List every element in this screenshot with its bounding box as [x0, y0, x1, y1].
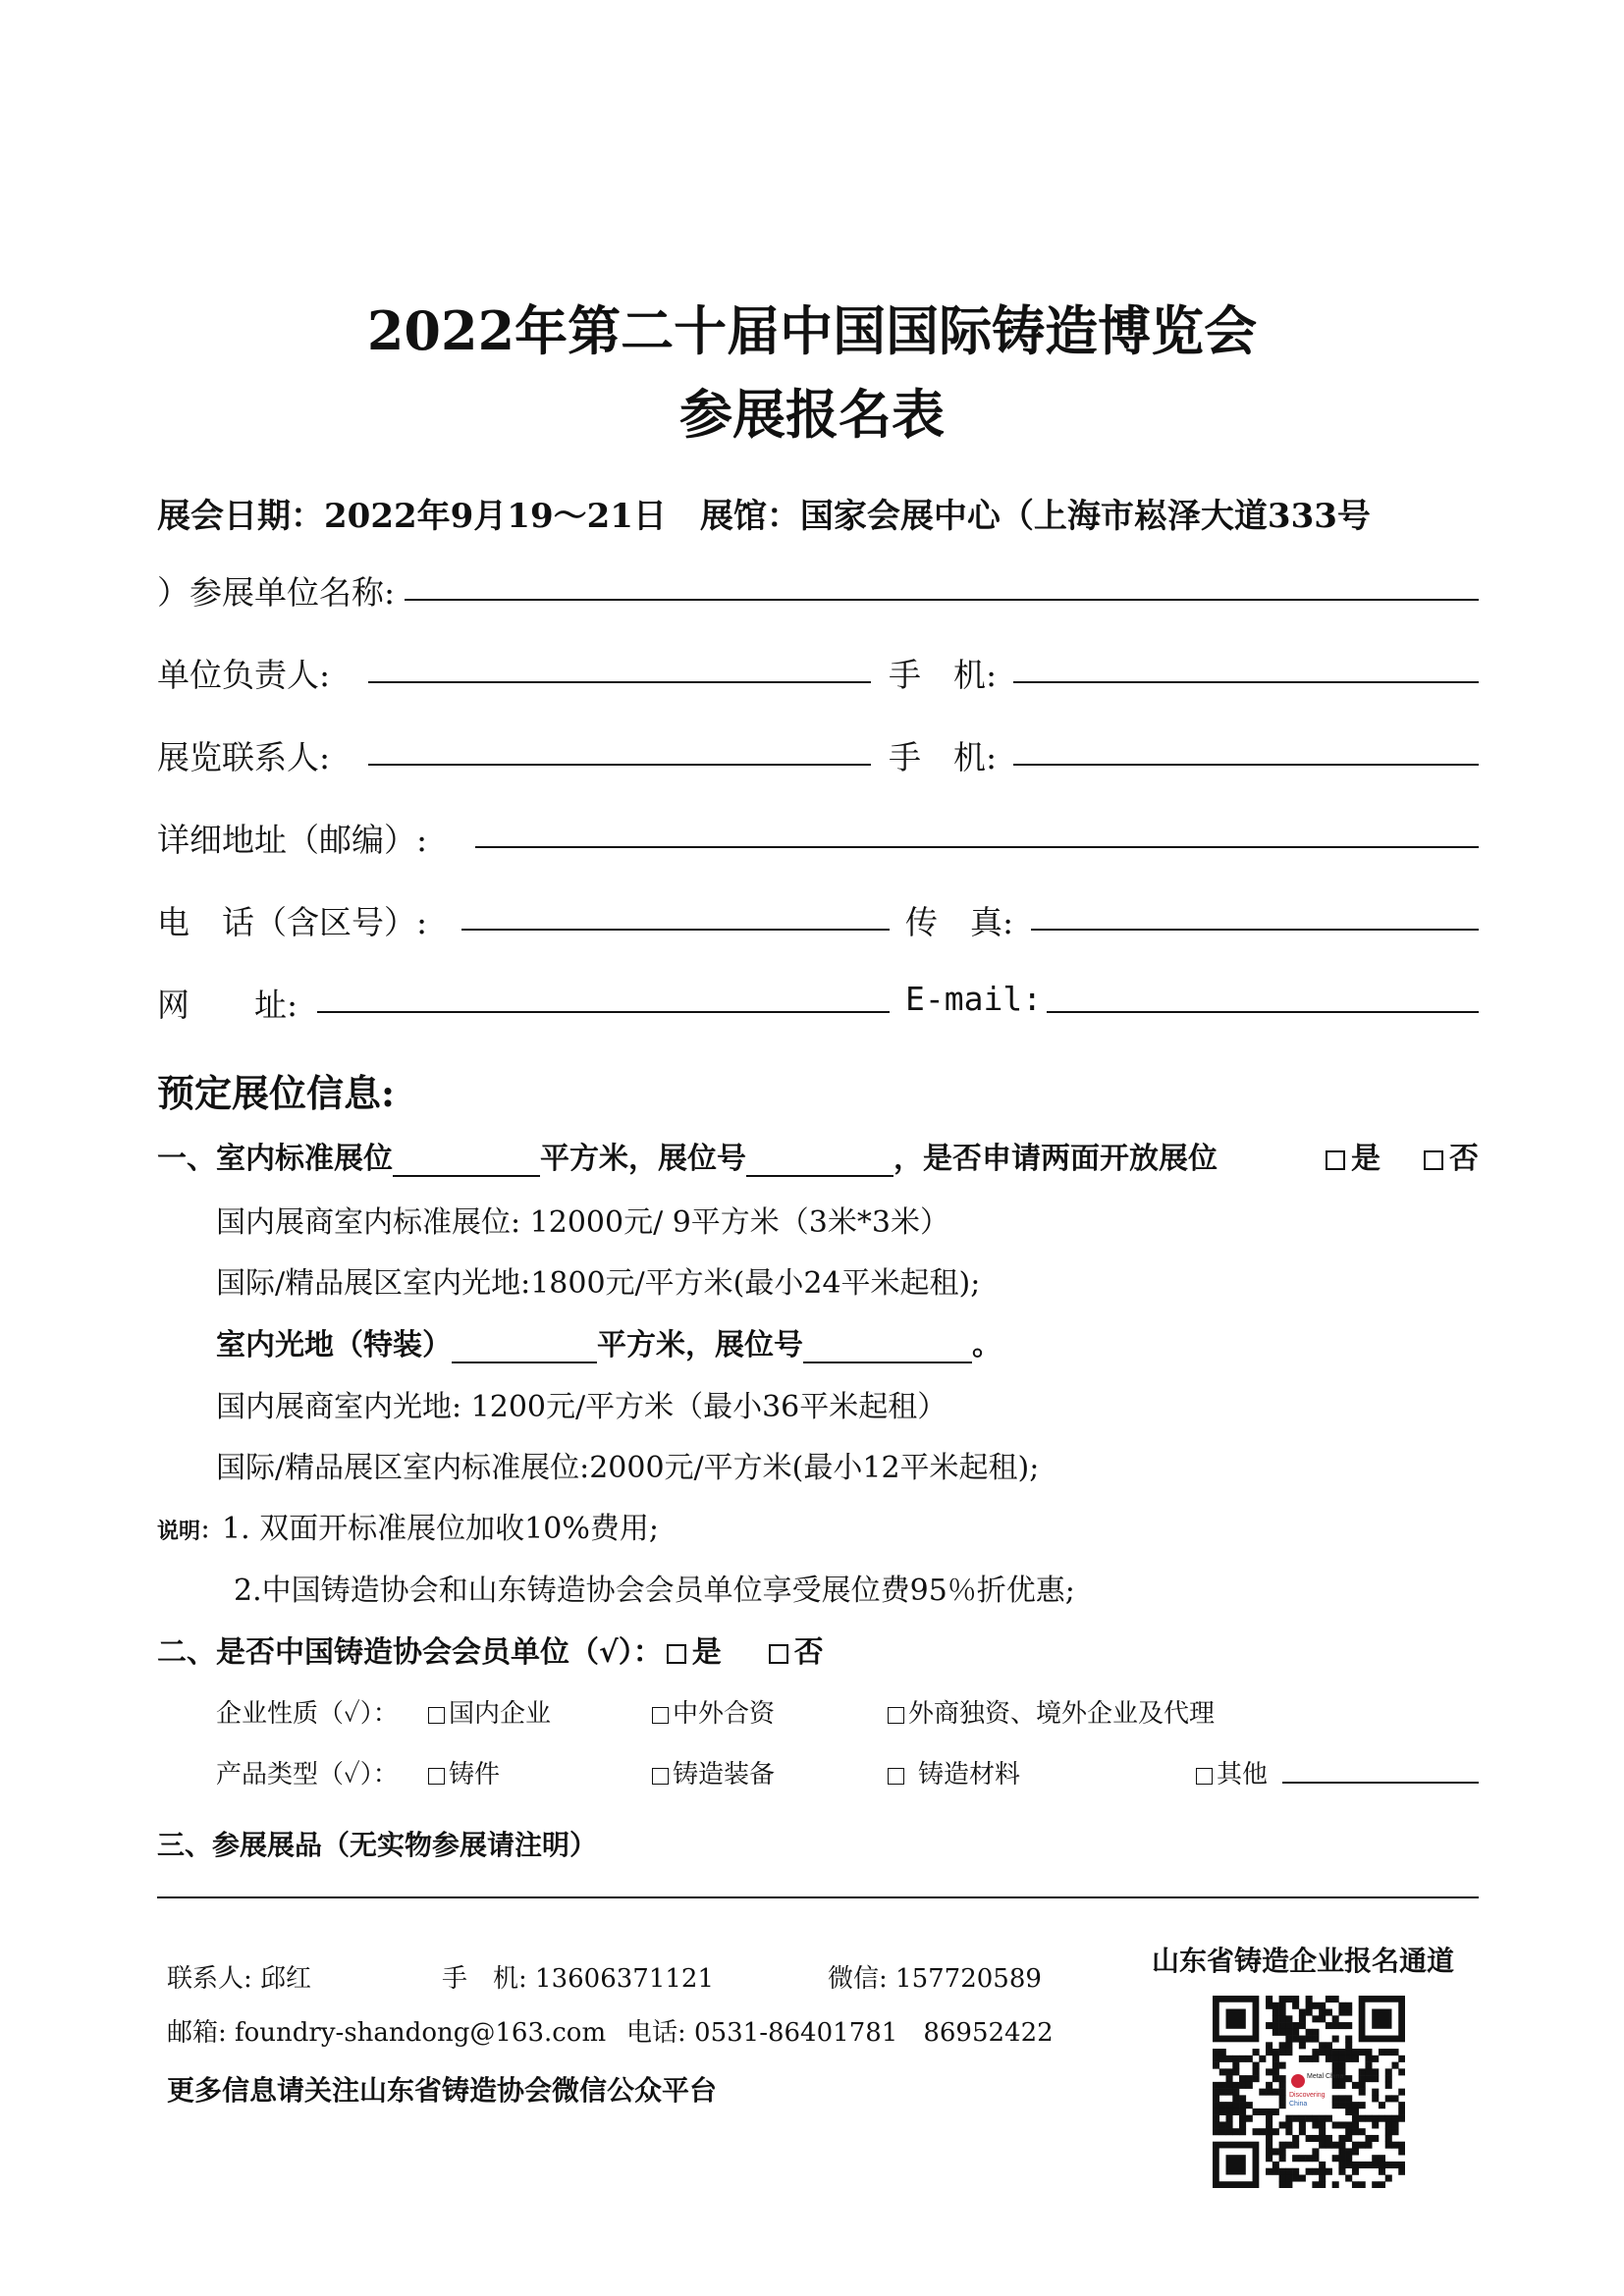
- qr-code: [1213, 1996, 1405, 2188]
- address-label: 详细地址（邮编）:: [157, 821, 428, 859]
- checkbox-icon[interactable]: [888, 1768, 904, 1785]
- price-intl-standard: 国际/精品展区室内标准展位:2000元/平方米(最小12平米起租);: [216, 1451, 1040, 1485]
- standard-booth-area-field[interactable]: [393, 1148, 540, 1177]
- company-nature-label: 企业性质（✓）：: [216, 1699, 399, 1729]
- checkbox-icon[interactable]: [652, 1707, 669, 1724]
- responsible-field[interactable]: [368, 681, 871, 683]
- form-subtitle: 参展报名表: [679, 383, 945, 446]
- nature-option-foreign[interactable]: 外商独资、境外企业及代理: [888, 1693, 1215, 1730]
- standard-booth-number-field[interactable]: [746, 1148, 893, 1177]
- responsible-mobile-field[interactable]: [1013, 681, 1479, 683]
- product-type-label: 产品类型（✓）：: [216, 1760, 399, 1789]
- price-domestic-standard: 国内展商室内标准展位: 12000元/ 9平方米（3米*3米）: [216, 1205, 949, 1240]
- qr-caption: 山东省铸造企业报名通道: [1152, 1945, 1455, 1977]
- open-sides-yes[interactable]: 是: [1326, 1134, 1380, 1177]
- website-label: 网 址:: [157, 986, 298, 1024]
- standard-booth-number-label: 平方米，展位号: [540, 1142, 746, 1176]
- contact-field[interactable]: [368, 764, 871, 766]
- open-sides-no[interactable]: 否: [1424, 1134, 1479, 1177]
- fax-label: 传 真:: [905, 903, 1014, 941]
- form-title: 2022年第二十届中国国际铸造博览会: [366, 299, 1258, 362]
- responsible-mobile-label: 手 机:: [889, 656, 998, 694]
- type-option-castings[interactable]: 铸件: [428, 1754, 500, 1790]
- raw-space-label: 室内光地（特装）: [216, 1328, 452, 1362]
- address-field[interactable]: [475, 846, 1479, 848]
- contact-label: 展览联系人:: [157, 738, 331, 776]
- checkbox-icon[interactable]: [652, 1768, 669, 1785]
- exhibits-section: 三、参展展品（无实物参展请注明）: [157, 1829, 598, 1861]
- exhibits-field[interactable]: [157, 1896, 1479, 1898]
- member-question-row: [157, 1628, 824, 1671]
- raw-space-number-field[interactable]: [803, 1334, 972, 1363]
- company-name-field[interactable]: [405, 599, 1479, 601]
- checkbox-icon[interactable]: [1196, 1768, 1213, 1785]
- member-yes: 是: [691, 1635, 722, 1670]
- standard-booth-row: [157, 1134, 1218, 1177]
- footer-wechat: 微信: 157720589: [828, 1964, 1042, 1994]
- nature-option-domestic[interactable]: 国内企业: [428, 1693, 551, 1730]
- raw-space-area-field[interactable]: [452, 1334, 597, 1363]
- website-field[interactable]: [317, 1011, 890, 1013]
- checkbox-icon[interactable]: [1326, 1150, 1345, 1170]
- price-domestic-raw-space: 国内展商室内光地: 1200元/平方米（最小36平米起租）: [216, 1390, 947, 1424]
- footer-follow: 更多信息请关注山东省铸造协会微信公众平台: [167, 2074, 718, 2107]
- raw-space-row: 室内光地（特装） 平方米，展位号 。: [216, 1328, 1001, 1362]
- company-name-label: ）参展单位名称:: [157, 573, 396, 612]
- checkbox-icon[interactable]: [769, 1644, 788, 1664]
- contact-mobile-label: 手 机:: [889, 738, 998, 776]
- type-other-field[interactable]: [1282, 1782, 1479, 1784]
- fax-field[interactable]: [1031, 929, 1479, 931]
- type-option-materials[interactable]: 铸造材料: [888, 1754, 1020, 1790]
- checkbox-icon[interactable]: [667, 1644, 686, 1664]
- type-option-equipment[interactable]: 铸造装备: [652, 1754, 775, 1790]
- email-field[interactable]: [1047, 1011, 1479, 1013]
- notes-label: 说明：: [157, 1519, 223, 1544]
- qr-center-logo: Metal China Discovering China: [1287, 2070, 1330, 2113]
- checkbox-icon[interactable]: [888, 1707, 904, 1724]
- phone-label: 电 话（含区号）:: [157, 903, 428, 941]
- note-1: 1. 双面开标准展位加收10%费用;: [222, 1512, 659, 1546]
- checkbox-icon[interactable]: [428, 1707, 445, 1724]
- footer-mobile: 手 机: 13606371121: [442, 1964, 714, 1994]
- checkbox-icon[interactable]: [1424, 1150, 1443, 1170]
- footer-email: 邮箱: foundry-shandong@163.com: [167, 2018, 607, 2048]
- standard-booth-label: 一、室内标准展位: [157, 1142, 393, 1176]
- raw-space-number-label: 平方米，展位号: [597, 1328, 803, 1362]
- email-label: E-mail:: [905, 980, 1043, 1018]
- member-no: 否: [793, 1635, 824, 1670]
- note-2: 2.中国铸造协会和山东铸造协会会员单位享受展位费95％折优惠;: [234, 1574, 1075, 1608]
- phone-field[interactable]: [461, 929, 890, 931]
- booth-info-heading: 预定展位信息:: [157, 1071, 396, 1115]
- checkbox-icon[interactable]: [428, 1768, 445, 1785]
- footer-contact: 联系人: 邱红: [167, 1964, 312, 1994]
- logo-icon: [1291, 2074, 1305, 2088]
- nature-option-joint-venture[interactable]: 中外合资: [652, 1693, 775, 1730]
- member-question: 二、是否中国铸造协会会员单位（√）：: [157, 1635, 663, 1670]
- contact-mobile-field[interactable]: [1013, 764, 1479, 766]
- type-option-other[interactable]: 其他: [1196, 1754, 1268, 1790]
- open-sides-question: ，是否申请两面开放展位: [893, 1142, 1218, 1176]
- footer-phone: 电话: 0531-86401781 86952422: [626, 2018, 1054, 2048]
- responsible-label: 单位负责人:: [157, 656, 331, 694]
- exhibition-date-venue: 展会日期：2022年9月19～21日 展馆：国家会展中心（上海市崧泽大道333号: [157, 497, 1371, 536]
- price-intl-raw-space: 国际/精品展区室内光地:1800元/平方米(最小24平米起租);: [216, 1266, 981, 1301]
- notes: [157, 1504, 659, 1547]
